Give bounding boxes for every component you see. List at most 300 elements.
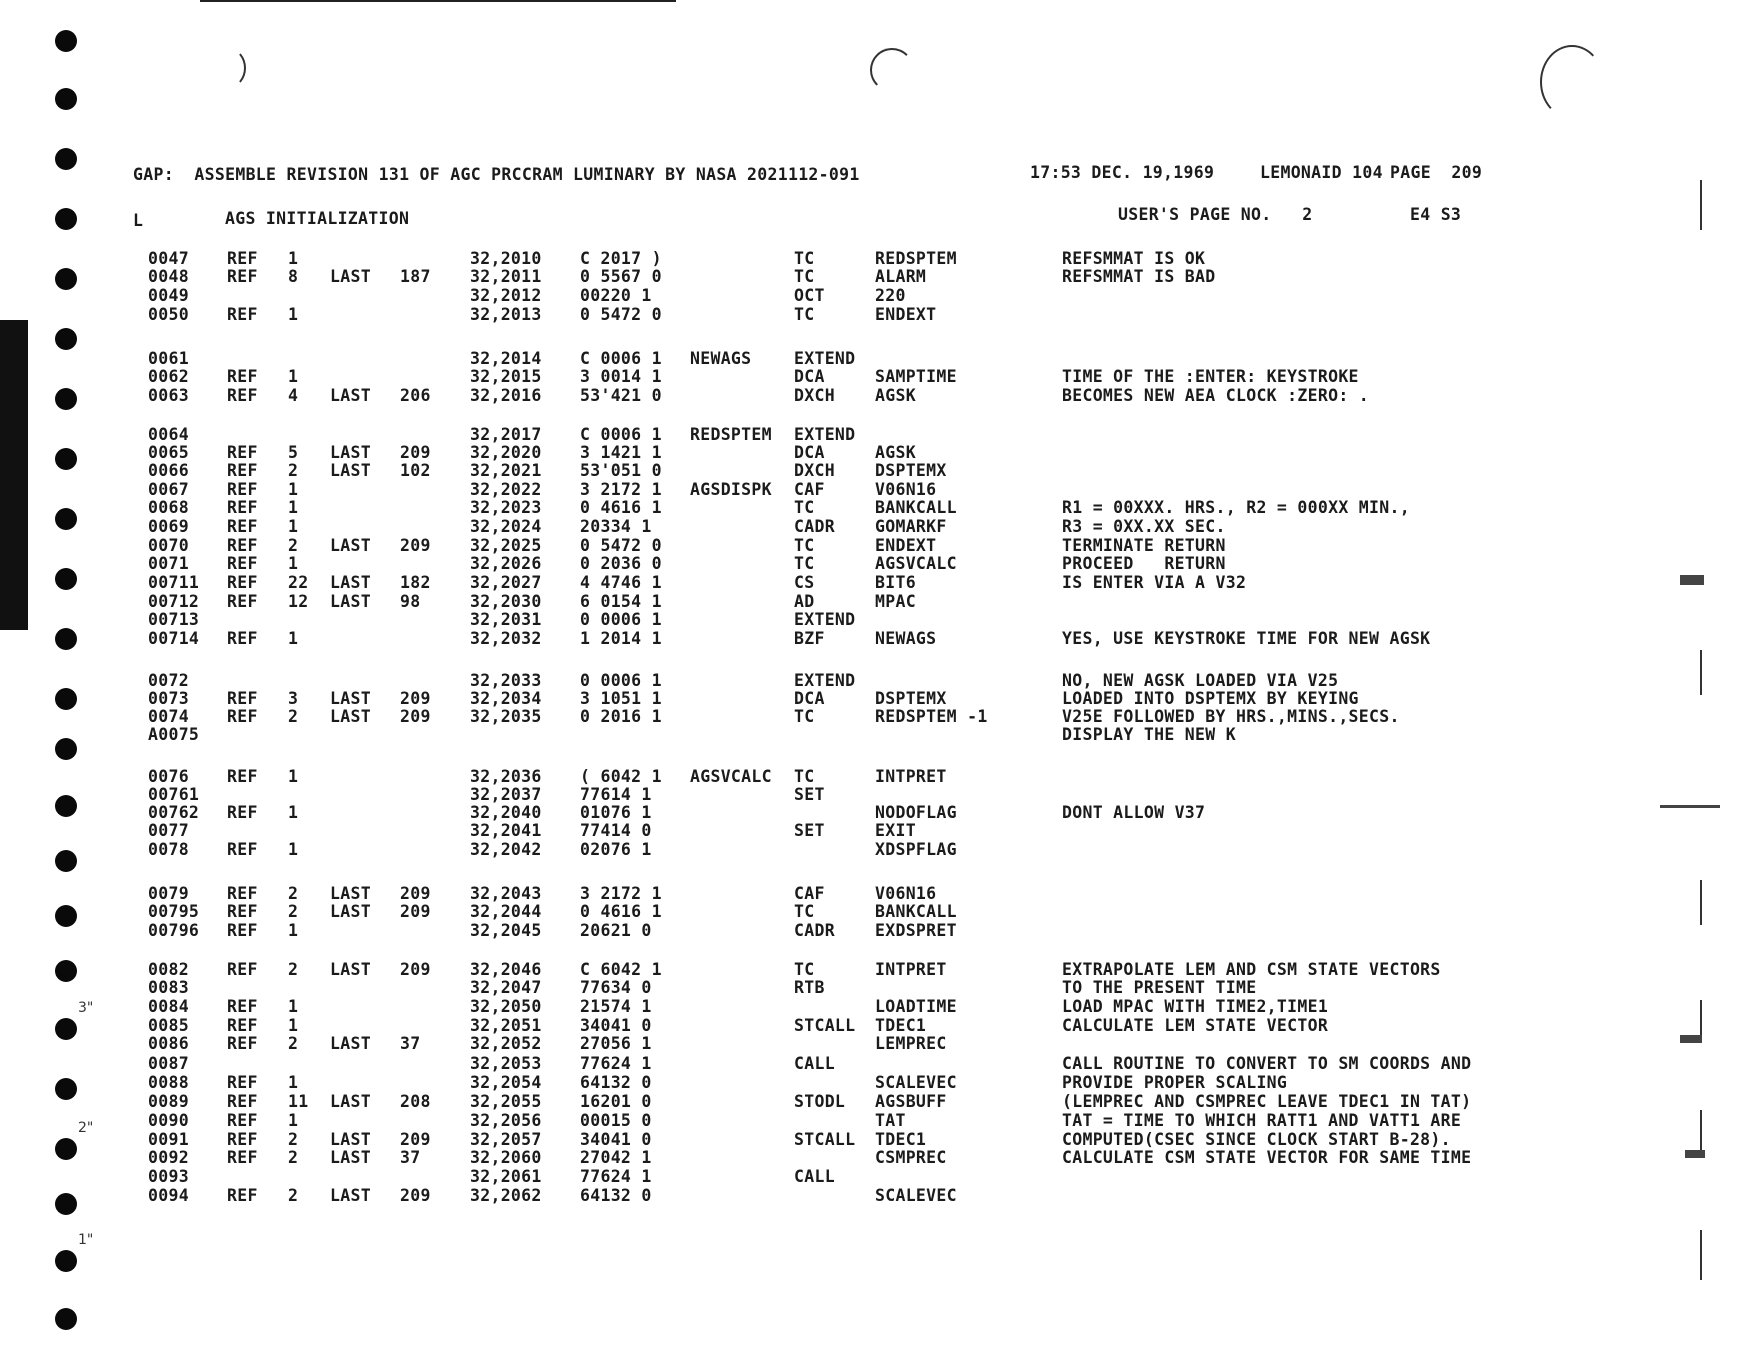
line-number: 0090 bbox=[148, 1111, 189, 1130]
line-number: 00795 bbox=[148, 902, 200, 921]
owner: LEMONAID 104 bbox=[1260, 163, 1383, 182]
ref-keyword: REF bbox=[227, 902, 258, 921]
octal-code: 4 4746 1 bbox=[580, 573, 662, 592]
ref-keyword: REF bbox=[227, 1111, 258, 1130]
octal-code: 0 5472 0 bbox=[580, 305, 662, 324]
line-number: 0071 bbox=[148, 554, 189, 573]
opcode: CADR bbox=[794, 517, 835, 536]
opcode: STODL bbox=[794, 1092, 846, 1111]
opcode: CS bbox=[794, 573, 815, 592]
punch-hole bbox=[55, 960, 77, 982]
address: 32,2034 bbox=[470, 689, 542, 708]
inch-mark: 2" bbox=[78, 1120, 94, 1136]
ref-count: 2 bbox=[288, 902, 299, 921]
line-number: 0091 bbox=[148, 1130, 189, 1149]
operand: TDEC1 bbox=[875, 1130, 927, 1149]
ref-keyword: REF bbox=[227, 592, 258, 611]
operand: REDSPTEM -1 bbox=[875, 707, 988, 726]
address: 32,2045 bbox=[470, 921, 542, 940]
comment: TIME OF THE :ENTER: KEYSTROKE bbox=[1062, 367, 1359, 386]
listing-title: GAP: ASSEMBLE REVISION 131 OF AGC PRCCRAM LUMINARY BY NASA 2021112-091 bbox=[133, 165, 860, 184]
octal-code: 02076 1 bbox=[580, 840, 652, 859]
address: 32,2011 bbox=[470, 267, 542, 286]
opcode: STCALL bbox=[794, 1130, 856, 1149]
line-number: 0061 bbox=[148, 349, 189, 368]
ref-count: 2 bbox=[288, 536, 299, 555]
ref-keyword: REF bbox=[227, 803, 258, 822]
line-number: 0047 bbox=[148, 249, 189, 268]
octal-code: 53'421 0 bbox=[580, 386, 662, 405]
address: 32,2061 bbox=[470, 1167, 542, 1186]
last-keyword: LAST bbox=[330, 707, 371, 726]
octal-code: 27056 1 bbox=[580, 1034, 652, 1053]
line-number: 0079 bbox=[148, 884, 189, 903]
opcode: TC bbox=[794, 707, 815, 726]
line-number: 0048 bbox=[148, 267, 189, 286]
line-number: 0067 bbox=[148, 480, 189, 499]
ref-count: 2 bbox=[288, 1186, 299, 1205]
octal-code: 0 2036 0 bbox=[580, 554, 662, 573]
line-number: 0066 bbox=[148, 461, 189, 480]
comment: REFSMMAT IS BAD bbox=[1062, 267, 1216, 286]
ref-count: 3 bbox=[288, 689, 299, 708]
comment: TAT = TIME TO WHICH RATT1 AND VATT1 ARE bbox=[1062, 1111, 1462, 1130]
operand: BANKCALL bbox=[875, 498, 957, 517]
address: 32,2021 bbox=[470, 461, 542, 480]
address: 32,2031 bbox=[470, 610, 542, 629]
octal-code: 64132 0 bbox=[580, 1073, 652, 1092]
octal-code: 20334 1 bbox=[580, 517, 652, 536]
ref-keyword: REF bbox=[227, 997, 258, 1016]
operand: TDEC1 bbox=[875, 1016, 927, 1035]
address: 32,2054 bbox=[470, 1073, 542, 1092]
operand: GOMARKF bbox=[875, 517, 947, 536]
opcode: DCA bbox=[794, 367, 825, 386]
octal-code: 0 0006 1 bbox=[580, 610, 662, 629]
comment: YES, USE KEYSTROKE TIME FOR NEW AGSK bbox=[1062, 629, 1431, 648]
last-keyword: LAST bbox=[330, 884, 371, 903]
operand: DSPTEMX bbox=[875, 689, 947, 708]
ref-keyword: REF bbox=[227, 884, 258, 903]
ref-count: 1 bbox=[288, 1073, 299, 1092]
ref-keyword: REF bbox=[227, 249, 258, 268]
octal-code: 0 4616 1 bbox=[580, 902, 662, 921]
punch-hole bbox=[55, 1250, 77, 1272]
punch-hole bbox=[55, 795, 77, 817]
last-page: 209 bbox=[400, 902, 431, 921]
operand: AGSK bbox=[875, 443, 916, 462]
line-number: 0073 bbox=[148, 689, 189, 708]
last-keyword: LAST bbox=[330, 1186, 371, 1205]
opcode: CAF bbox=[794, 480, 825, 499]
address: 32,2042 bbox=[470, 840, 542, 859]
octal-code: 16201 0 bbox=[580, 1092, 652, 1111]
ref-count: 2 bbox=[288, 884, 299, 903]
opcode: TC bbox=[794, 902, 815, 921]
ref-keyword: REF bbox=[227, 461, 258, 480]
punch-hole bbox=[55, 508, 77, 530]
operand: EXDSPRET bbox=[875, 921, 957, 940]
paren-mark bbox=[1540, 45, 1604, 119]
operand: DSPTEMX bbox=[875, 461, 947, 480]
octal-code: 00015 0 bbox=[580, 1111, 652, 1130]
address: 32,2041 bbox=[470, 821, 542, 840]
octal-code: 34041 0 bbox=[580, 1130, 652, 1149]
operand: BIT6 bbox=[875, 573, 916, 592]
operand: AGSBUFF bbox=[875, 1092, 947, 1111]
address: 32,2060 bbox=[470, 1148, 542, 1167]
operand: SCALEVEC bbox=[875, 1186, 957, 1205]
octal-code: 3 2172 1 bbox=[580, 480, 662, 499]
opcode: OCT bbox=[794, 286, 825, 305]
operand: XDSPFLAG bbox=[875, 840, 957, 859]
octal-code: 77614 1 bbox=[580, 785, 652, 804]
header-tag: E4 S3 bbox=[1410, 205, 1462, 224]
operand: ALARM bbox=[875, 267, 927, 286]
octal-code: 6 0154 1 bbox=[580, 592, 662, 611]
ref-keyword: REF bbox=[227, 386, 258, 405]
ref-keyword: REF bbox=[227, 1092, 258, 1111]
last-page: 209 bbox=[400, 884, 431, 903]
section-title: AGS INITIALIZATION bbox=[225, 209, 410, 228]
ref-keyword: REF bbox=[227, 1016, 258, 1035]
octal-code: 77634 0 bbox=[580, 978, 652, 997]
opcode: TC bbox=[794, 267, 815, 286]
address: 32,2020 bbox=[470, 443, 542, 462]
punch-hole bbox=[55, 628, 77, 650]
last-page: 209 bbox=[400, 960, 431, 979]
opcode: CALL bbox=[794, 1167, 835, 1186]
line-number: 0069 bbox=[148, 517, 189, 536]
last-keyword: LAST bbox=[330, 536, 371, 555]
operand: AGSK bbox=[875, 386, 916, 405]
comment: DONT ALLOW V37 bbox=[1062, 803, 1206, 822]
octal-code: 1 2014 1 bbox=[580, 629, 662, 648]
address: 32,2062 bbox=[470, 1186, 542, 1205]
line-number: 0068 bbox=[148, 498, 189, 517]
last-page: 209 bbox=[400, 443, 431, 462]
octal-code: 0 2016 1 bbox=[580, 707, 662, 726]
ref-keyword: REF bbox=[227, 629, 258, 648]
line-number: 00711 bbox=[148, 573, 200, 592]
right-bracket-mark bbox=[1700, 1230, 1702, 1280]
opcode: DCA bbox=[794, 443, 825, 462]
line-number: 0083 bbox=[148, 978, 189, 997]
comment: PROCEED RETURN bbox=[1062, 554, 1226, 573]
line-number: 0065 bbox=[148, 443, 189, 462]
top-rule bbox=[200, 0, 676, 2]
ref-count: 8 bbox=[288, 267, 299, 286]
ref-keyword: REF bbox=[227, 707, 258, 726]
punch-hole bbox=[55, 1078, 77, 1100]
line-number: 0084 bbox=[148, 997, 189, 1016]
octal-code: 3 1051 1 bbox=[580, 689, 662, 708]
punch-hole bbox=[55, 1308, 77, 1330]
opcode: TC bbox=[794, 960, 815, 979]
comment: R3 = 0XX.XX SEC. bbox=[1062, 517, 1226, 536]
operand: NEWAGS bbox=[875, 629, 937, 648]
last-keyword: LAST bbox=[330, 689, 371, 708]
ref-count: 2 bbox=[288, 1034, 299, 1053]
comment: IS ENTER VIA A V32 bbox=[1062, 573, 1247, 592]
address: 32,2025 bbox=[470, 536, 542, 555]
comment: REFSMMAT IS OK bbox=[1062, 249, 1206, 268]
opcode: SET bbox=[794, 821, 825, 840]
opcode: CADR bbox=[794, 921, 835, 940]
address: 32,2052 bbox=[470, 1034, 542, 1053]
ref-keyword: REF bbox=[227, 921, 258, 940]
right-bracket-mark bbox=[1700, 1000, 1702, 1040]
line-number: 0092 bbox=[148, 1148, 189, 1167]
comment: TO THE PRESENT TIME bbox=[1062, 978, 1257, 997]
operand: ENDEXT bbox=[875, 536, 937, 555]
address: 32,2047 bbox=[470, 978, 542, 997]
operand: REDSPTEM bbox=[875, 249, 957, 268]
comment: EXTRAPOLATE LEM AND CSM STATE VECTORS bbox=[1062, 960, 1441, 979]
ref-keyword: REF bbox=[227, 480, 258, 499]
punch-hole bbox=[55, 1193, 77, 1215]
line-number: 0076 bbox=[148, 767, 189, 786]
opcode: DXCH bbox=[794, 386, 835, 405]
opcode: RTB bbox=[794, 978, 825, 997]
octal-code: C 0006 1 bbox=[580, 425, 662, 444]
inch-mark: 3" bbox=[78, 1000, 94, 1016]
ref-keyword: REF bbox=[227, 443, 258, 462]
opcode: SET bbox=[794, 785, 825, 804]
last-keyword: LAST bbox=[330, 461, 371, 480]
opcode: CAF bbox=[794, 884, 825, 903]
opcode: DXCH bbox=[794, 461, 835, 480]
line-number: 0078 bbox=[148, 840, 189, 859]
punch-hole bbox=[55, 268, 77, 290]
last-page: 102 bbox=[400, 461, 431, 480]
opcode: EXTEND bbox=[794, 610, 856, 629]
label: AGSVCALC bbox=[690, 767, 772, 786]
ref-count: 1 bbox=[288, 554, 299, 573]
scan-speck bbox=[1660, 805, 1720, 808]
address: 32,2040 bbox=[470, 803, 542, 822]
octal-code: 34041 0 bbox=[580, 1016, 652, 1035]
octal-code: 00220 1 bbox=[580, 286, 652, 305]
address: 32,2030 bbox=[470, 592, 542, 611]
last-keyword: LAST bbox=[330, 1034, 371, 1053]
label: AGSDISPK bbox=[690, 480, 772, 499]
comment: CALCULATE CSM STATE VECTOR FOR SAME TIME bbox=[1062, 1148, 1472, 1167]
comment: R1 = 00XXX. HRS., R2 = 000XX MIN., bbox=[1062, 498, 1410, 517]
punch-hole bbox=[55, 448, 77, 470]
address: 32,2010 bbox=[470, 249, 542, 268]
last-keyword: LAST bbox=[330, 902, 371, 921]
comment: COMPUTED(CSEC SINCE CLOCK START B-28). bbox=[1062, 1130, 1451, 1149]
ref-keyword: REF bbox=[227, 689, 258, 708]
punch-hole bbox=[55, 30, 77, 52]
ref-keyword: REF bbox=[227, 498, 258, 517]
opcode: TC bbox=[794, 249, 815, 268]
last-page: 37 bbox=[400, 1148, 421, 1167]
comment: LOADED INTO DSPTEMX BY KEYING bbox=[1062, 689, 1359, 708]
address: 32,2032 bbox=[470, 629, 542, 648]
comment: PROVIDE PROPER SCALING bbox=[1062, 1073, 1288, 1092]
punch-hole bbox=[55, 88, 77, 110]
opcode: BZF bbox=[794, 629, 825, 648]
operand: LEMPREC bbox=[875, 1034, 947, 1053]
operand: BANKCALL bbox=[875, 902, 957, 921]
line-number: 0086 bbox=[148, 1034, 189, 1053]
ref-keyword: REF bbox=[227, 1148, 258, 1167]
operand: SCALEVEC bbox=[875, 1073, 957, 1092]
last-keyword: LAST bbox=[330, 592, 371, 611]
octal-code: 64132 0 bbox=[580, 1186, 652, 1205]
comment: (LEMPREC AND CSMPREC LEAVE TDEC1 IN TAT) bbox=[1062, 1092, 1472, 1111]
ref-count: 1 bbox=[288, 921, 299, 940]
address: 32,2057 bbox=[470, 1130, 542, 1149]
ref-count: 1 bbox=[288, 629, 299, 648]
ref-count: 2 bbox=[288, 461, 299, 480]
address: 32,2012 bbox=[470, 286, 542, 305]
line-number: 0077 bbox=[148, 821, 189, 840]
comment: DISPLAY THE NEW K bbox=[1062, 725, 1236, 744]
ref-count: 11 bbox=[288, 1092, 309, 1111]
ref-count: 1 bbox=[288, 997, 299, 1016]
ref-count: 2 bbox=[288, 1148, 299, 1167]
punch-hole bbox=[55, 688, 77, 710]
ref-keyword: REF bbox=[227, 1073, 258, 1092]
address: 32,2043 bbox=[470, 884, 542, 903]
ref-count: 2 bbox=[288, 707, 299, 726]
ref-keyword: REF bbox=[227, 267, 258, 286]
address: 32,2014 bbox=[470, 349, 542, 368]
ref-keyword: REF bbox=[227, 1186, 258, 1205]
octal-code: 53'051 0 bbox=[580, 461, 662, 480]
opcode: AD bbox=[794, 592, 815, 611]
punch-hole bbox=[55, 388, 77, 410]
address: 32,2053 bbox=[470, 1054, 542, 1073]
opcode: CALL bbox=[794, 1054, 835, 1073]
line-number: 0093 bbox=[148, 1167, 189, 1186]
operand: MPAC bbox=[875, 592, 916, 611]
comment: NO, NEW AGSK LOADED VIA V25 bbox=[1062, 671, 1339, 690]
opcode: EXTEND bbox=[794, 349, 856, 368]
line-number: 0050 bbox=[148, 305, 189, 324]
scan-speck bbox=[1680, 575, 1704, 585]
address: 32,2055 bbox=[470, 1092, 542, 1111]
operand: NODOFLAG bbox=[875, 803, 957, 822]
octal-code: 01076 1 bbox=[580, 803, 652, 822]
opcode: TC bbox=[794, 767, 815, 786]
address: 32,2022 bbox=[470, 480, 542, 499]
ref-keyword: REF bbox=[227, 767, 258, 786]
octal-code: 77624 1 bbox=[580, 1167, 652, 1186]
address: 32,2024 bbox=[470, 517, 542, 536]
comment: V25E FOLLOWED BY HRS.,MINS.,SECS. bbox=[1062, 707, 1400, 726]
paren-mark bbox=[212, 48, 246, 88]
label: NEWAGS bbox=[690, 349, 752, 368]
comment: LOAD MPAC WITH TIME2,TIME1 bbox=[1062, 997, 1329, 1016]
ref-keyword: REF bbox=[227, 367, 258, 386]
operand: AGSVCALC bbox=[875, 554, 957, 573]
ref-count: 5 bbox=[288, 443, 299, 462]
line-number: A0075 bbox=[148, 725, 200, 744]
line-number: 0087 bbox=[148, 1054, 189, 1073]
last-keyword: LAST bbox=[330, 267, 371, 286]
operand: INTPRET bbox=[875, 767, 947, 786]
opcode: STCALL bbox=[794, 1016, 856, 1035]
right-bracket-mark bbox=[1700, 880, 1702, 925]
ref-count: 2 bbox=[288, 960, 299, 979]
address: 32,2046 bbox=[470, 960, 542, 979]
users-page-number: USER'S PAGE NO. 2 bbox=[1118, 205, 1313, 224]
octal-code: C 0006 1 bbox=[580, 349, 662, 368]
opcode: DCA bbox=[794, 689, 825, 708]
address: 32,2027 bbox=[470, 573, 542, 592]
ref-keyword: REF bbox=[227, 573, 258, 592]
right-bracket-mark bbox=[1700, 650, 1702, 695]
punch-hole bbox=[55, 148, 77, 170]
operand: LOADTIME bbox=[875, 997, 957, 1016]
ref-keyword: REF bbox=[227, 960, 258, 979]
punch-hole bbox=[55, 738, 77, 760]
address: 32,2050 bbox=[470, 997, 542, 1016]
operand: 220 bbox=[875, 286, 906, 305]
operand: TAT bbox=[875, 1111, 906, 1130]
comment: BECOMES NEW AEA CLOCK :ZERO: . bbox=[1062, 386, 1370, 405]
punch-hole bbox=[55, 905, 77, 927]
address: 32,2013 bbox=[470, 305, 542, 324]
paren-mark bbox=[870, 48, 914, 92]
line-number: 0085 bbox=[148, 1016, 189, 1035]
octal-code: 3 0014 1 bbox=[580, 367, 662, 386]
left-margin-bar bbox=[0, 320, 28, 630]
octal-code: 27042 1 bbox=[580, 1148, 652, 1167]
octal-code: 0 5567 0 bbox=[580, 267, 662, 286]
inch-mark: 1" bbox=[78, 1232, 94, 1248]
ref-keyword: REF bbox=[227, 554, 258, 573]
octal-code: 3 1421 1 bbox=[580, 443, 662, 462]
last-page: 209 bbox=[400, 1130, 431, 1149]
line-number: 0089 bbox=[148, 1092, 189, 1111]
line-number: 0064 bbox=[148, 425, 189, 444]
address: 32,2017 bbox=[470, 425, 542, 444]
octal-code: 77624 1 bbox=[580, 1054, 652, 1073]
ref-keyword: REF bbox=[227, 305, 258, 324]
line-number: 00712 bbox=[148, 592, 200, 611]
ref-count: 1 bbox=[288, 1111, 299, 1130]
ref-count: 1 bbox=[288, 803, 299, 822]
opcode: TC bbox=[794, 554, 815, 573]
line-number: 00762 bbox=[148, 803, 200, 822]
octal-code: ( 6042 1 bbox=[580, 767, 662, 786]
line-number: 00761 bbox=[148, 785, 200, 804]
comment: CALL ROUTINE TO CONVERT TO SM COORDS AND bbox=[1062, 1054, 1472, 1073]
log-marker: L bbox=[133, 211, 144, 230]
ref-count: 1 bbox=[288, 517, 299, 536]
octal-code: 0 5472 0 bbox=[580, 536, 662, 555]
ref-keyword: REF bbox=[227, 536, 258, 555]
line-number: 00713 bbox=[148, 610, 200, 629]
octal-code: C 6042 1 bbox=[580, 960, 662, 979]
octal-code: 20621 0 bbox=[580, 921, 652, 940]
label: REDSPTEM bbox=[690, 425, 772, 444]
opcode: EXTEND bbox=[794, 425, 856, 444]
line-number: 00796 bbox=[148, 921, 200, 940]
operand: INTPRET bbox=[875, 960, 947, 979]
address: 32,2044 bbox=[470, 902, 542, 921]
ref-count: 1 bbox=[288, 840, 299, 859]
operand: SAMPTIME bbox=[875, 367, 957, 386]
last-page: 182 bbox=[400, 573, 431, 592]
ref-count: 1 bbox=[288, 498, 299, 517]
timestamp: 17:53 DEC. 19,1969 bbox=[1030, 163, 1215, 182]
